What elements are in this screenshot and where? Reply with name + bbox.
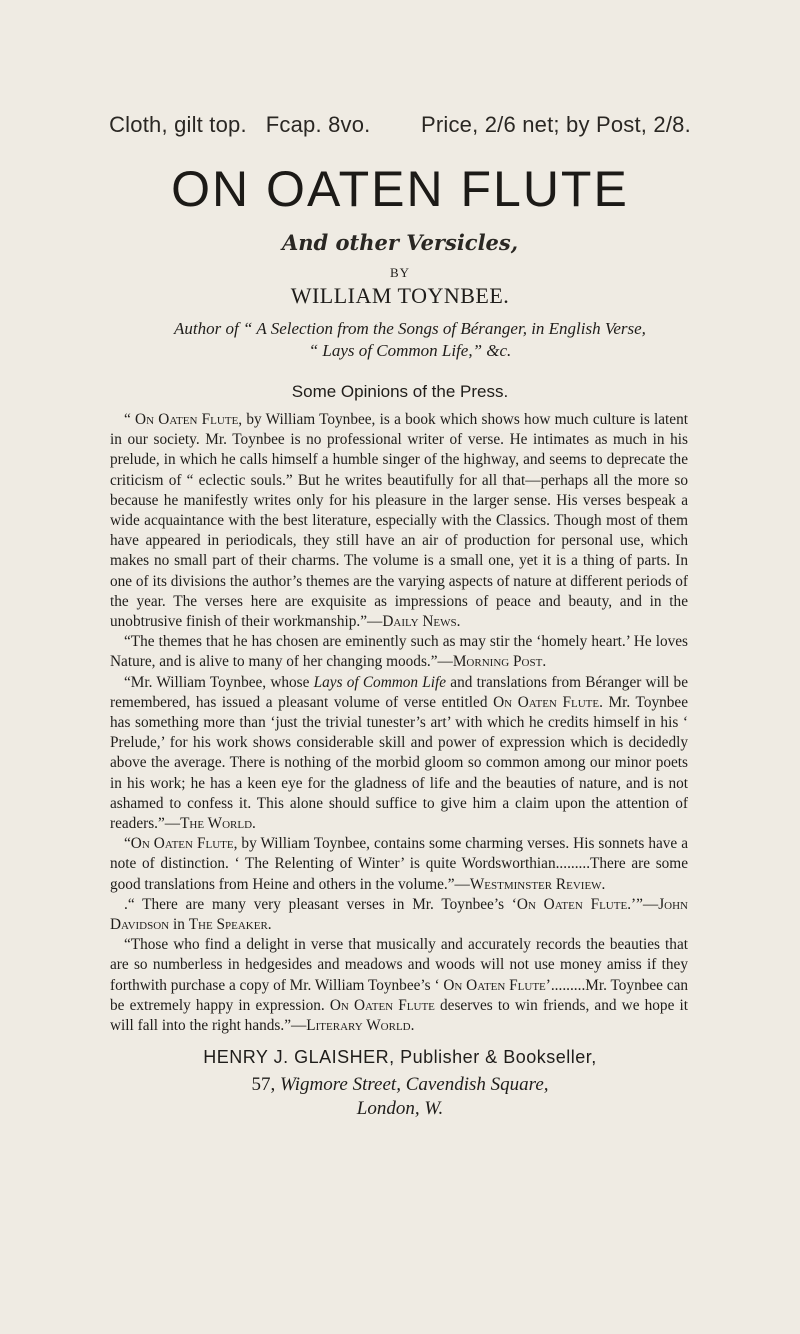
review-speaker bbox=[110, 895, 688, 935]
press-opinions-heading: Some Opinions of the Press. bbox=[291, 382, 509, 401]
review-literary-world bbox=[110, 935, 688, 1036]
author-works-line-1: Author of “ A Selection from the Songs of Béranger, in English Verse, bbox=[174, 319, 646, 338]
street-number: 57, bbox=[251, 1074, 280, 1095]
review-text: .’”— bbox=[627, 895, 659, 913]
publisher-city: London, W. bbox=[356, 1098, 444, 1119]
review-source: Literary World. bbox=[306, 1017, 415, 1035]
review-text: in bbox=[169, 916, 189, 934]
review-text: .“ There are many very pleasant verses in Mr. Toynbee’s ‘ bbox=[124, 895, 517, 913]
review-quote: “ bbox=[124, 835, 131, 853]
book-title: ON OATEN FLUTE bbox=[171, 161, 629, 217]
by-label: BY bbox=[389, 265, 411, 280]
review-text: “Mr. William Toynbee, whose bbox=[124, 673, 314, 691]
author-works bbox=[110, 318, 710, 362]
review-text: and translations from Béranger will be remembered, has issued a pleasant volume of verse entitled bbox=[110, 673, 688, 711]
review-book-title: On Oaten Flute bbox=[329, 996, 435, 1014]
review-text: , by William Toynbee, is a book which shows how much culture is latent in our society. Mr. Toynbee is no professional writer of verse. He intimates as much in his prelude, in which he calls himself a humble singer of the highway, and seems to deprecate the criticism of “ eclectic souls.” But he writes beautifully for all that—perhaps all the more so because he manifestly writes only for his pleasure in the larger sense. His verses bespeak a wide acquaintance with the best literature, especially with the Classics. Though most of them have appeared in periodicals, they still have an air of production for personal use, which makes no small part of their charms. The volume is a small one, yet it is a thing of parts. In one of its divisions the author’s themes are the varying aspects of nature at different periods of the year. The verses here are exquisite as impressions of peace and beauty, and in the unobtrusive finish of their workmanship.”— bbox=[110, 411, 689, 631]
price-line: Cloth, gilt top. Fcap. 8vo. Price, 2/6 net; by Post, 2/8. bbox=[109, 112, 691, 137]
review-book-title: On Oaten Flute bbox=[493, 693, 600, 711]
review-book-title: On Oaten Flute bbox=[130, 835, 234, 853]
review-text: , by William Toynbee, contains some charming verses. His sonnets have a note of distinction. ‘ The Relenting of Winter’ is quite Wordsworthian.........There are some good translations from Heine and others in the volume.”— bbox=[110, 835, 689, 893]
review-text: “Those who find a delight in verse that musically and accurately records the beauties that are so numberless in hedgesides and meadows and woods will not use money amiss if they forthwith purchase a copy of Mr. William Toynbee’s ‘ bbox=[110, 936, 688, 994]
publisher-address bbox=[0, 1074, 800, 1096]
author-name: WILLIAM TOYNBEE. bbox=[290, 283, 510, 308]
review-text: . Mr. Toynbee has something more than ‘just the trivial tunester’s art’ with which he credits himself in his ‘ Prelude,’ for his work shows considerable skill and power of expression which is decidedly above the average. There is nothing of the morbid gloom so common among our minor poets in his work; he has a keen eye for the gladness of life and the beauties of nature, and is not ashamed to confess it. This alone should suffice to give him a claim upon the attention of readers.”— bbox=[110, 693, 688, 833]
review-text: ’.........Mr. Toynbee can be extremely happy in expression. bbox=[110, 976, 689, 1014]
review-the-world bbox=[110, 673, 688, 835]
review-source: Morning Post. bbox=[452, 653, 547, 671]
review-daily-news bbox=[110, 410, 688, 632]
review-morning-post bbox=[110, 632, 688, 672]
review-source: Daily News. bbox=[382, 613, 461, 631]
review-text: deserves to win friends, and we hope it will fall into the right hands.”— bbox=[110, 996, 689, 1035]
review-book-title: On Oaten Flute bbox=[135, 411, 239, 428]
review-italic-title: Lays of Common Life bbox=[313, 673, 447, 691]
review-book-title: On Oaten Flute bbox=[443, 976, 546, 994]
review-book-title: On Oaten Flute bbox=[516, 895, 628, 913]
review-source: The World. bbox=[180, 815, 256, 833]
street-name: Wigmore Street, Cavendish Square, bbox=[279, 1074, 549, 1095]
publisher-name: HENRY J. GLAISHER, Publisher & Bookseller, bbox=[203, 1047, 597, 1067]
review-text: “The themes that he has chosen are eminently such as may stir the ‘homely heart.’ He loves Nature, and is alive to many of her changing moods.”— bbox=[110, 633, 688, 671]
review-westminster bbox=[110, 834, 688, 895]
review-source: The Speaker. bbox=[188, 916, 272, 934]
book-subtitle: And other Versicles, bbox=[281, 230, 519, 255]
review-quote: “ bbox=[124, 411, 136, 428]
review-source: Westminster Review. bbox=[469, 875, 606, 893]
review-source: John Davidson bbox=[110, 895, 688, 934]
author-works-line-2: “ Lays of Common Life,” &c. bbox=[308, 341, 512, 360]
press-reviews bbox=[110, 410, 688, 1036]
